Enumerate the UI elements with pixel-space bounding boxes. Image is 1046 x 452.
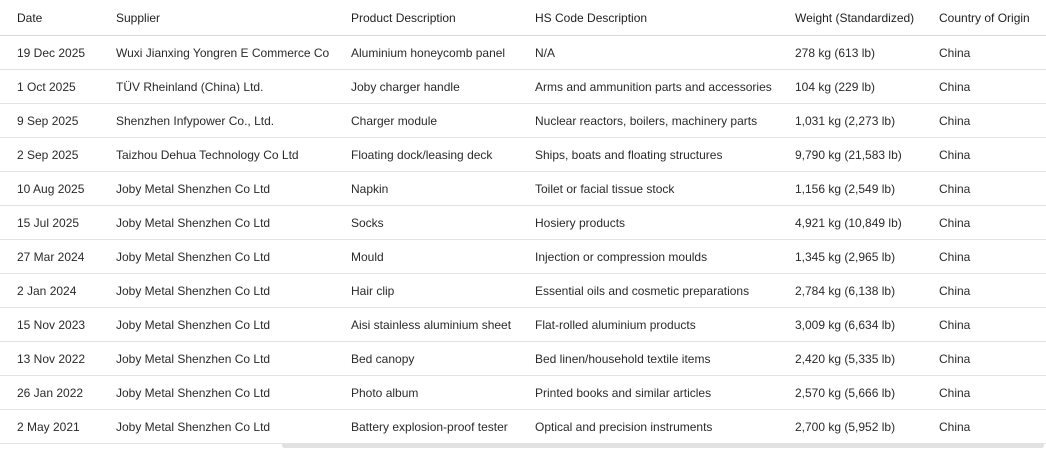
cell-product: Joby charger handle	[334, 70, 518, 104]
column-header-supplier[interactable]: Supplier	[99, 0, 334, 36]
cell-date: 9 Sep 2025	[0, 104, 99, 138]
cell-hs-code: Essential oils and cosmetic preparations	[518, 274, 778, 308]
column-header-hs-code-description[interactable]: HS Code Description	[518, 0, 778, 36]
cell-date: 13 Nov 2022	[0, 342, 99, 376]
cell-date: 1 Oct 2025	[0, 70, 99, 104]
cell-supplier: Joby Metal Shenzhen Co Ltd	[99, 206, 334, 240]
cell-hs-code: N/A	[518, 36, 778, 70]
cell-product: Battery explosion-proof tester	[334, 410, 518, 444]
cell-supplier: Taizhou Dehua Technology Co Ltd	[99, 138, 334, 172]
cell-country: China	[922, 240, 1046, 274]
cell-product: Hair clip	[334, 274, 518, 308]
column-header-date[interactable]: Date	[0, 0, 99, 36]
cell-country: China	[922, 172, 1046, 206]
cell-country: China	[922, 70, 1046, 104]
cell-hs-code: Flat-rolled aluminium products	[518, 308, 778, 342]
cell-supplier: Joby Metal Shenzhen Co Ltd	[99, 342, 334, 376]
cell-country: China	[922, 274, 1046, 308]
cell-weight: 1,031 kg (2,273 lb)	[778, 104, 922, 138]
cell-supplier: TÜV Rheinland (China) Ltd.	[99, 70, 334, 104]
cell-hs-code: Optical and precision instruments	[518, 410, 778, 444]
cell-date: 26 Jan 2022	[0, 376, 99, 410]
cell-supplier: Joby Metal Shenzhen Co Ltd	[99, 274, 334, 308]
cell-product: Aluminium honeycomb panel	[334, 36, 518, 70]
table-row[interactable]	[0, 410, 1046, 444]
cell-country: China	[922, 308, 1046, 342]
cell-product: Mould	[334, 240, 518, 274]
table-row[interactable]	[0, 342, 1046, 376]
cell-date: 19 Dec 2025	[0, 36, 99, 70]
table-row[interactable]	[0, 138, 1046, 172]
cell-weight: 4,921 kg (10,849 lb)	[778, 206, 922, 240]
cell-weight: 1,345 kg (2,965 lb)	[778, 240, 922, 274]
cell-supplier: Joby Metal Shenzhen Co Ltd	[99, 376, 334, 410]
cell-date: 27 Mar 2024	[0, 240, 99, 274]
cell-country: China	[922, 376, 1046, 410]
cell-supplier: Joby Metal Shenzhen Co Ltd	[99, 308, 334, 342]
cell-date: 2 May 2021	[0, 410, 99, 444]
horizontal-scrollbar[interactable]	[0, 443, 1046, 449]
cell-hs-code: Nuclear reactors, boilers, machinery parts	[518, 104, 778, 138]
cell-date: 10 Aug 2025	[0, 172, 99, 206]
cell-product: Napkin	[334, 172, 518, 206]
table-row[interactable]	[0, 206, 1046, 240]
cell-product: Photo album	[334, 376, 518, 410]
table-header-row	[0, 0, 1046, 36]
cell-supplier: Joby Metal Shenzhen Co Ltd	[99, 172, 334, 206]
cell-country: China	[922, 342, 1046, 376]
cell-country: China	[922, 36, 1046, 70]
cell-date: 2 Jan 2024	[0, 274, 99, 308]
cell-weight: 2,420 kg (5,335 lb)	[778, 342, 922, 376]
cell-weight: 2,700 kg (5,952 lb)	[778, 410, 922, 444]
cell-hs-code: Printed books and similar articles	[518, 376, 778, 410]
cell-hs-code: Hosiery products	[518, 206, 778, 240]
table-row[interactable]	[0, 172, 1046, 206]
table-row[interactable]	[0, 274, 1046, 308]
cell-product: Socks	[334, 206, 518, 240]
cell-weight: 1,156 kg (2,549 lb)	[778, 172, 922, 206]
cell-product: Aisi stainless aluminium sheet	[334, 308, 518, 342]
cell-product: Charger module	[334, 104, 518, 138]
cell-weight: 104 kg (229 lb)	[778, 70, 922, 104]
cell-hs-code: Arms and ammunition parts and accessories	[518, 70, 778, 104]
table-row[interactable]	[0, 36, 1046, 70]
table-row[interactable]	[0, 308, 1046, 342]
cell-country: China	[922, 104, 1046, 138]
cell-supplier: Wuxi Jianxing Yongren E Commerce Co	[99, 36, 334, 70]
table-row[interactable]	[0, 240, 1046, 274]
cell-hs-code: Injection or compression moulds	[518, 240, 778, 274]
cell-hs-code: Bed linen/household textile items	[518, 342, 778, 376]
cell-weight: 3,009 kg (6,634 lb)	[778, 308, 922, 342]
cell-weight: 278 kg (613 lb)	[778, 36, 922, 70]
cell-hs-code: Ships, boats and floating structures	[518, 138, 778, 172]
table-row[interactable]	[0, 104, 1046, 138]
cell-weight: 2,570 kg (5,666 lb)	[778, 376, 922, 410]
cell-supplier: Shenzhen Infypower Co., Ltd.	[99, 104, 334, 138]
cell-product: Bed canopy	[334, 342, 518, 376]
cell-date: 15 Jul 2025	[0, 206, 99, 240]
table-row[interactable]	[0, 376, 1046, 410]
cell-weight: 2,784 kg (6,138 lb)	[778, 274, 922, 308]
cell-product: Floating dock/leasing deck	[334, 138, 518, 172]
column-header-country-of-origin[interactable]: Country of Origin	[922, 0, 1046, 36]
cell-country: China	[922, 206, 1046, 240]
cell-country: China	[922, 410, 1046, 444]
cell-weight: 9,790 kg (21,583 lb)	[778, 138, 922, 172]
table-row[interactable]	[0, 70, 1046, 104]
cell-hs-code: Toilet or facial tissue stock	[518, 172, 778, 206]
cell-country: China	[922, 138, 1046, 172]
cell-date: 15 Nov 2023	[0, 308, 99, 342]
cell-supplier: Joby Metal Shenzhen Co Ltd	[99, 410, 334, 444]
column-header-weight[interactable]: Weight (Standardized)	[778, 0, 922, 36]
cell-supplier: Joby Metal Shenzhen Co Ltd	[99, 240, 334, 274]
column-header-product-description[interactable]: Product Description	[334, 0, 518, 36]
cell-date: 2 Sep 2025	[0, 138, 99, 172]
horizontal-scrollbar-thumb[interactable]	[282, 443, 1044, 448]
